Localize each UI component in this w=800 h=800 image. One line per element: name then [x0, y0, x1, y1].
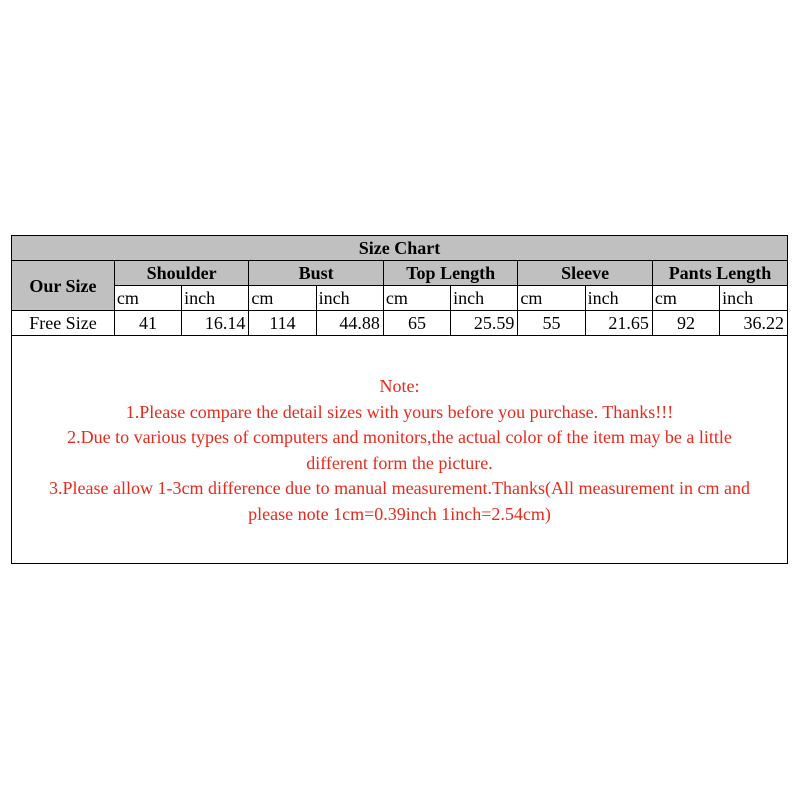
size-table	[12, 236, 787, 336]
value-cell: 55	[518, 311, 585, 336]
value-cell: 92	[652, 311, 719, 336]
value-cell: 114	[249, 311, 316, 336]
unit-cell: cm	[518, 286, 585, 311]
note-line-1: 1.Please compare the detail sizes with yours before you purchase. Thanks!!!	[125, 401, 674, 422]
group-header: Bust	[249, 261, 384, 286]
note-heading: Note:	[379, 376, 420, 396]
value-cell: 16.14	[182, 311, 249, 336]
size-chart	[11, 235, 788, 564]
note-line-3a: 3.Please allow 1-3cm difference due to manual measurement.Thanks(All measurement in cm and	[49, 478, 750, 498]
table-title: Size Chart	[12, 236, 787, 261]
unit-cell: inch	[182, 286, 249, 311]
group-header: Shoulder	[114, 261, 249, 286]
note-line-2a: 2.Due to various types of computers and monitors,the actual color of the item may be a little	[67, 427, 732, 447]
value-cell: 25.59	[451, 311, 518, 336]
note-line-3b: please note 1cm=0.39inch 1inch=2.54cm)	[248, 503, 551, 524]
group-header: Top Length	[383, 261, 518, 286]
group-header: Sleeve	[518, 261, 653, 286]
value-cell: 41	[114, 311, 181, 336]
value-cell: 36.22	[720, 311, 787, 336]
row-label: Free Size	[12, 311, 114, 336]
group-header: Pants Length	[652, 261, 787, 286]
unit-cell: cm	[249, 286, 316, 311]
value-cell: 65	[383, 311, 450, 336]
unit-cell: cm	[383, 286, 450, 311]
unit-cell: inch	[585, 286, 652, 311]
our-size-header: Our Size	[12, 261, 114, 311]
unit-cell: inch	[451, 286, 518, 311]
value-cell: 21.65	[585, 311, 652, 336]
unit-cell: inch	[720, 286, 787, 311]
notes	[12, 336, 787, 527]
value-cell: 44.88	[316, 311, 383, 336]
note-line-2b: different form the picture.	[306, 452, 493, 473]
unit-cell: inch	[316, 286, 383, 311]
unit-cell: cm	[652, 286, 719, 311]
unit-cell: cm	[114, 286, 181, 311]
